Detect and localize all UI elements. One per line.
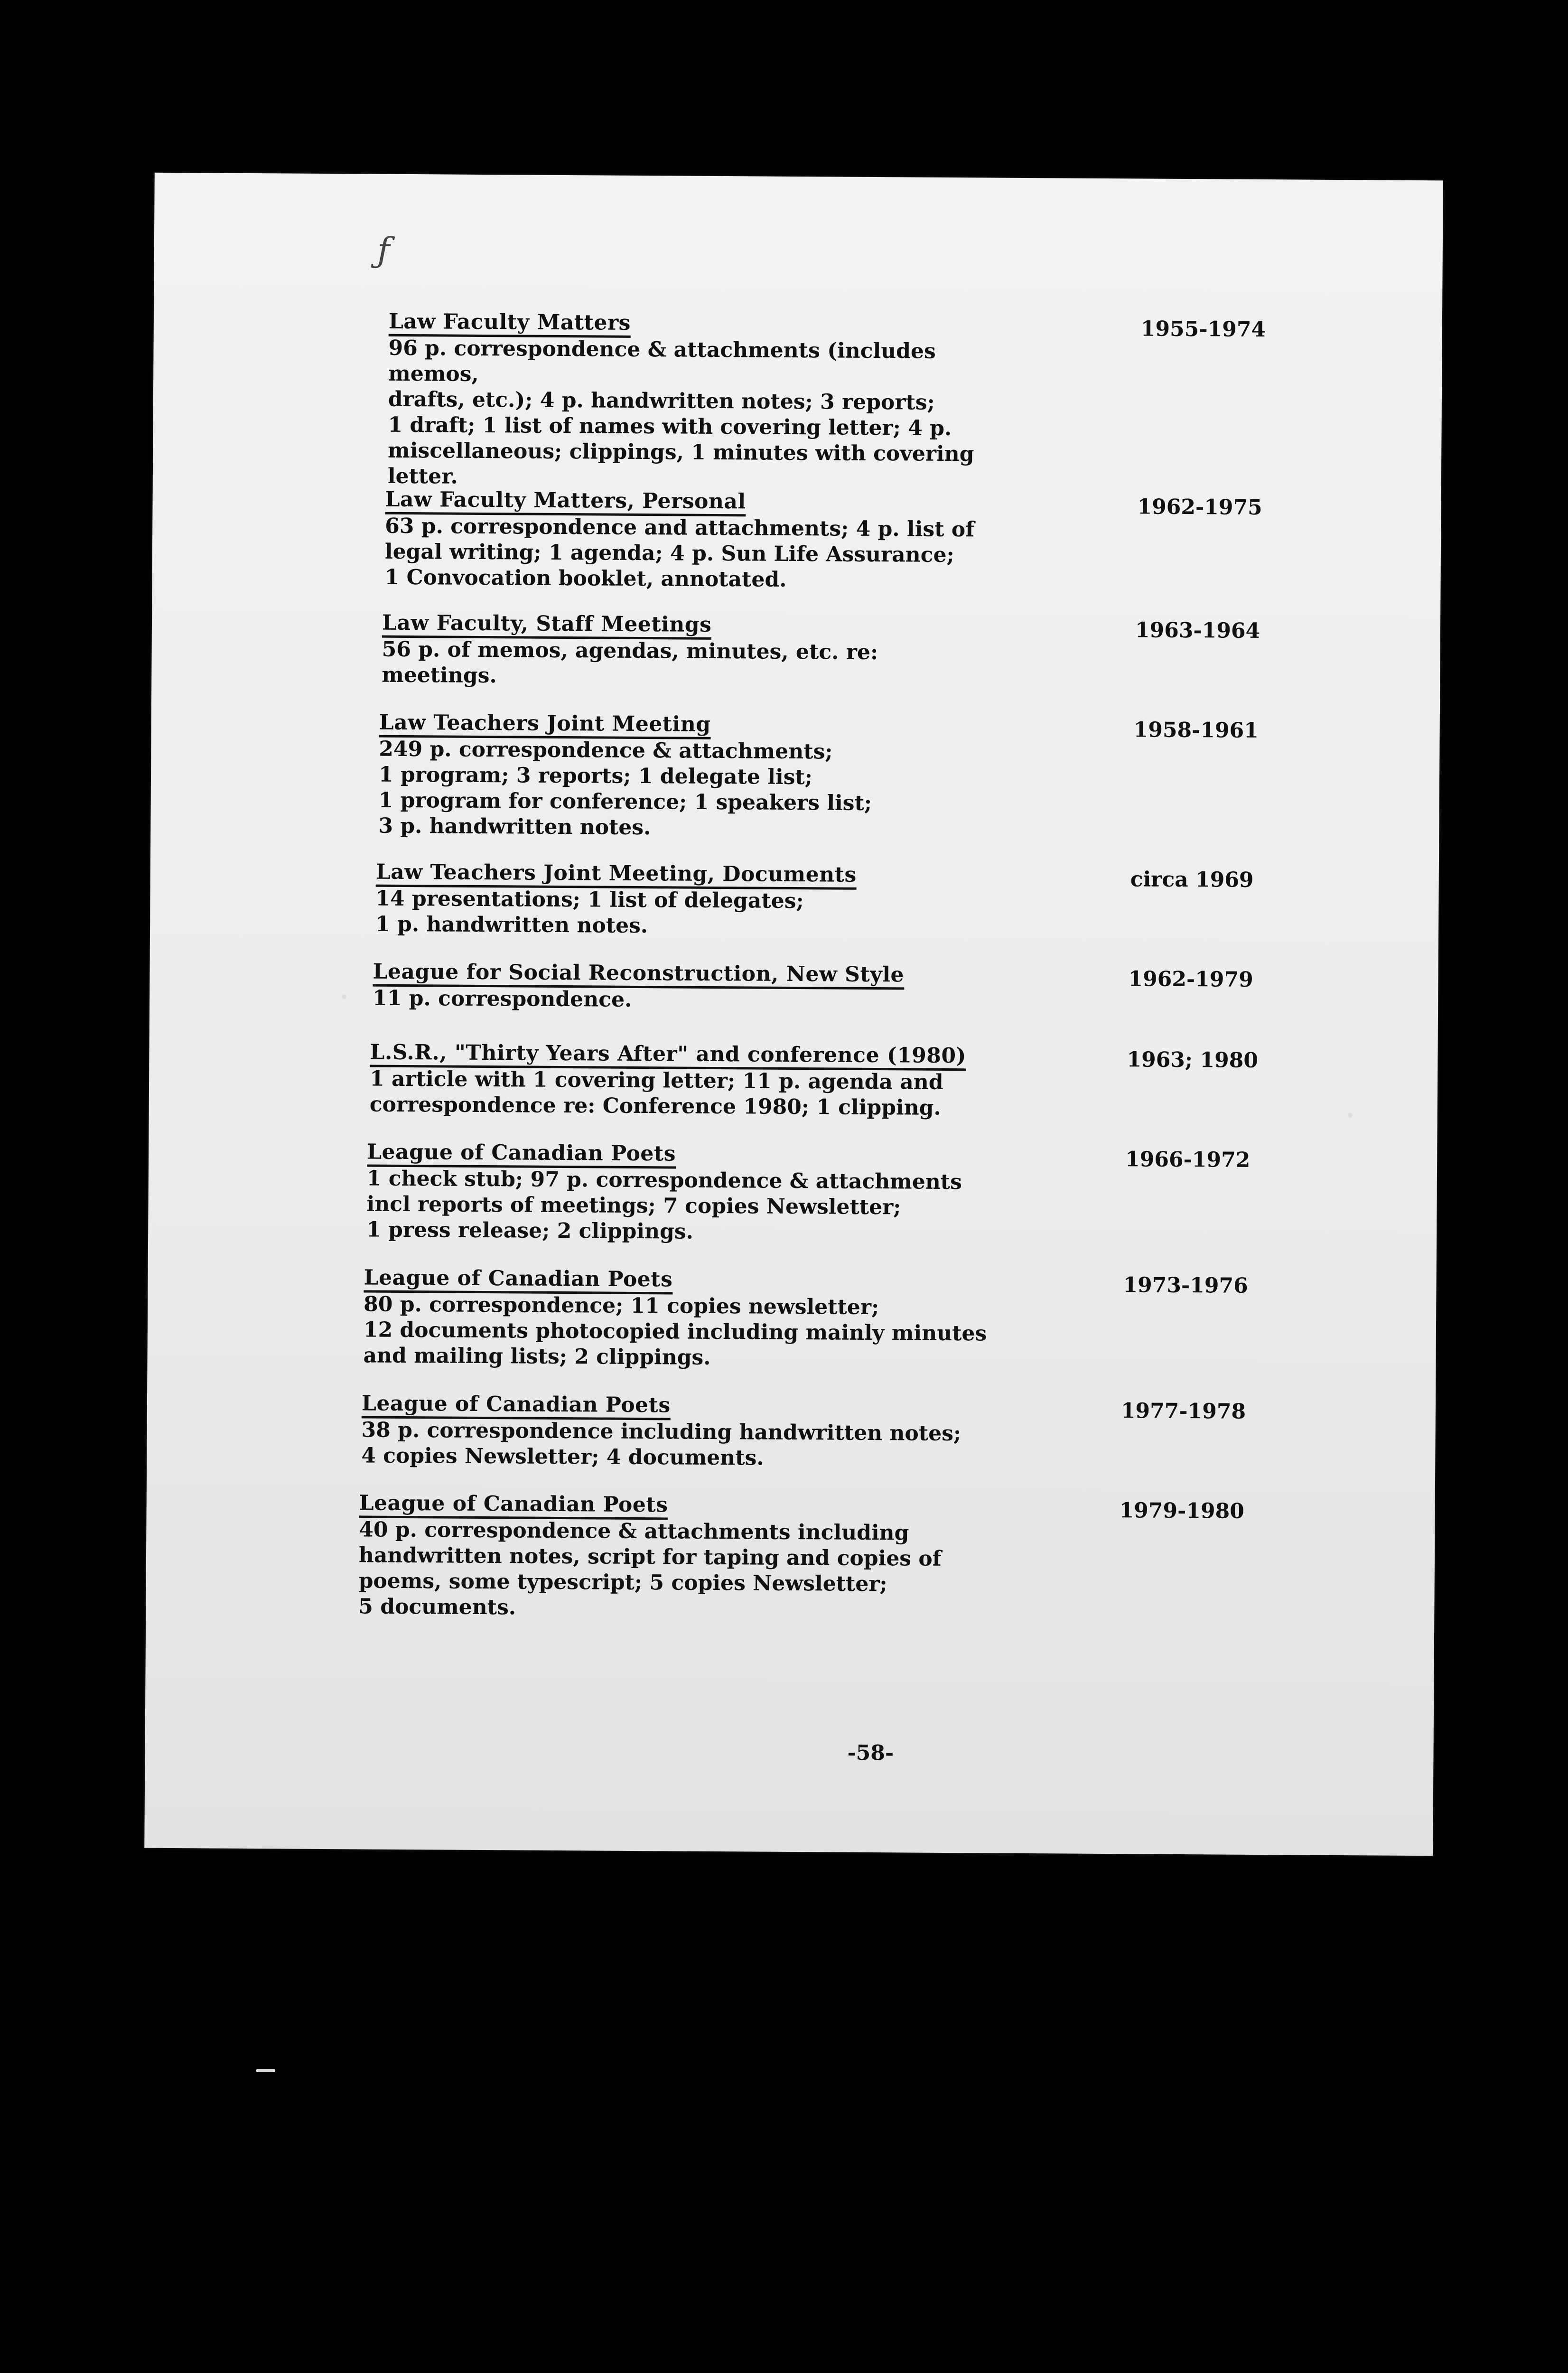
entry-date: 1955-1974 bbox=[1140, 317, 1266, 342]
entry-league-canadian-poets-2 bbox=[147, 1264, 1568, 1376]
entry-date: 1977-1978 bbox=[1120, 1399, 1246, 1424]
entry-title: League of Canadian Poets bbox=[367, 1140, 676, 1169]
entry-law-teachers-joint-meeting-documents bbox=[150, 859, 1568, 945]
entry-date: 1963-1964 bbox=[1135, 618, 1260, 643]
entry-date: 1962-1979 bbox=[1128, 967, 1253, 992]
handwritten-mark: ƒ bbox=[377, 230, 390, 270]
entry-date: 1963; 1980 bbox=[1127, 1047, 1259, 1073]
entry-league-canadian-poets-1 bbox=[148, 1139, 1568, 1251]
entry-description: 56 p. of memos, agendas, minutes, etc. re: meetings. bbox=[382, 637, 878, 688]
entry-description: 38 p. correspondence including handwritten notes; 4 copies Newsletter; 4 documents. bbox=[361, 1418, 961, 1470]
scan-speck bbox=[256, 2069, 275, 2072]
entry-date: 1979-1980 bbox=[1119, 1498, 1244, 1523]
entry-description: 249 p. correspondence & attachments; 1 program; 3 reports; 1 delegate list; 1 program for conference; 1 speakers list; 3 p. handwritten notes. bbox=[378, 737, 872, 840]
entry-league-social-reconstruction bbox=[149, 958, 1568, 1019]
entry-date: 1962-1975 bbox=[1137, 495, 1262, 520]
entry-date: circa 1969 bbox=[1130, 867, 1254, 892]
entry-description: 1 article with 1 covering letter; 11 p. agenda and correspondence re: Conference 1980; 1 clipping. bbox=[369, 1066, 943, 1120]
entry-title: Law Teachers Joint Meeting bbox=[379, 710, 711, 739]
scan-speck bbox=[342, 994, 346, 999]
document-page bbox=[144, 173, 1443, 1856]
entry-title: Law Faculty Matters bbox=[389, 309, 631, 338]
entry-title: Law Faculty Matters, Personal bbox=[385, 487, 746, 517]
entry-title: League of Canadian Poets bbox=[362, 1391, 671, 1420]
entry-date: 1958-1961 bbox=[1133, 718, 1259, 743]
entry-law-faculty-matters-personal bbox=[152, 486, 1568, 598]
entry-law-teachers-joint-meeting bbox=[150, 709, 1568, 847]
entry-league-canadian-poets-4 bbox=[146, 1490, 1568, 1627]
entry-date: 1973-1976 bbox=[1123, 1273, 1248, 1298]
entry-description: 80 p. correspondence; 11 copies newsletter; 12 documents photocopied including mainly minutes and mailing lists; 2 clippings. bbox=[363, 1292, 987, 1370]
entry-league-canadian-poets-3 bbox=[147, 1390, 1568, 1476]
scan-speck bbox=[1348, 1113, 1353, 1118]
entry-title: L.S.R., "Thirty Years After" and conference (1980) bbox=[370, 1040, 966, 1071]
entry-title: League of Canadian Poets bbox=[359, 1491, 668, 1520]
entry-title: Law Teachers Joint Meeting, Documents bbox=[376, 860, 857, 890]
entry-description: 14 presentations; 1 list of delegates; 1 p. handwritten notes. bbox=[375, 886, 804, 938]
page-number: -58- bbox=[847, 1740, 894, 1766]
entry-description: 63 p. correspondence and attachments; 4 p. list of legal writing; 1 agenda; 4 p. Sun Life Assurance; 1 Convocation booklet, annotated. bbox=[384, 514, 975, 592]
entry-title: Law Faculty, Staff Meetings bbox=[382, 611, 712, 640]
entry-law-faculty-matters bbox=[153, 308, 1568, 497]
entry-description: 11 p. correspondence. bbox=[373, 986, 632, 1012]
entry-date: 1966-1972 bbox=[1125, 1147, 1251, 1172]
entry-description: 1 check stub; 97 p. correspondence & attachments incl reports of meetings; 7 copies Newsletter; 1 press release; 2 clippings. bbox=[366, 1166, 962, 1244]
entry-description: 40 p. correspondence & attachments including handwritten notes, script for taping and copies of poems, some typescript; 5 copies Newsletter; 5 documents. bbox=[358, 1517, 942, 1620]
entry-title: League of Canadian Poets bbox=[364, 1265, 672, 1294]
entry-law-faculty-staff-meetings bbox=[151, 609, 1568, 696]
entry-description: 96 p. correspondence & attachments (includes memos, drafts, etc.); 4 p. handwritten notes; 3 reports; 1 draft; 1 list of names with covering letter; 4 p. miscellaneous; clippings, 1 minutes with covering letter. bbox=[387, 336, 974, 489]
entry-lsr-thirty-years-after bbox=[149, 1039, 1568, 1125]
entry-title: League for Social Reconstruction, New Style bbox=[373, 960, 904, 990]
